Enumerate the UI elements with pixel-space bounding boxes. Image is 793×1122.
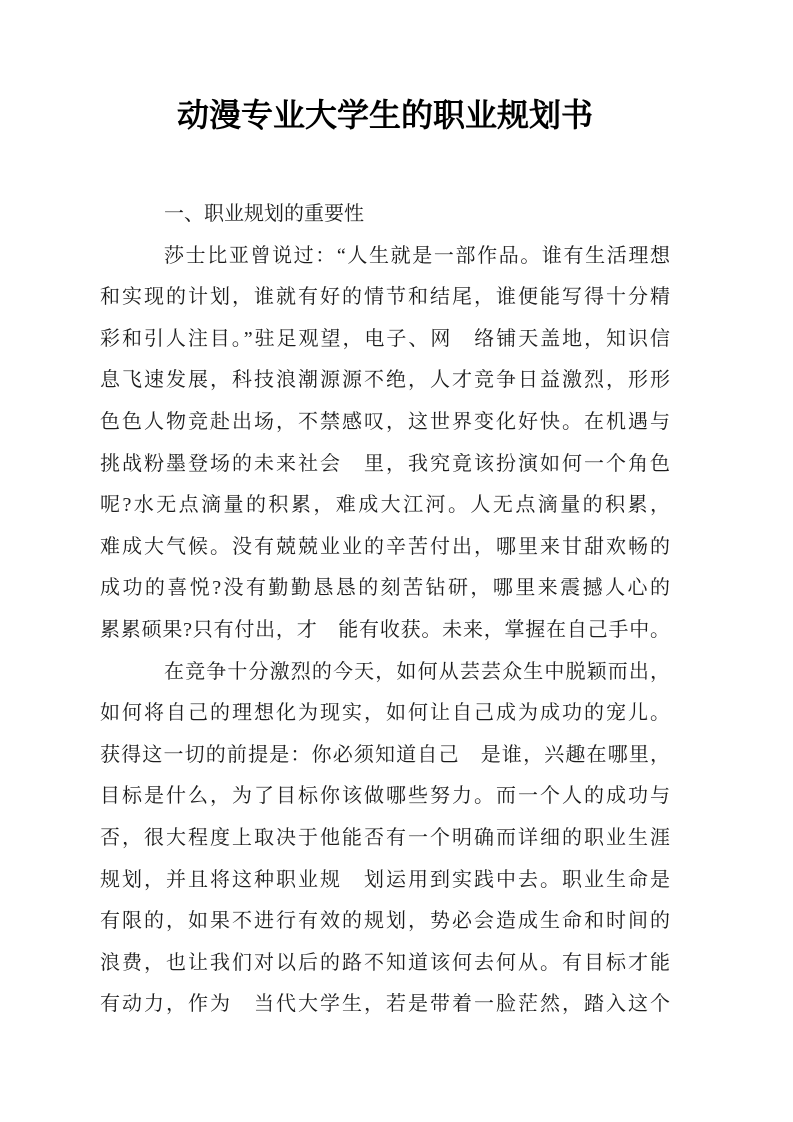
- text-line: 息飞速发展，科技浪潮源源不绝，人才竞争日益激烈，形形: [100, 369, 670, 392]
- text-line: 莎士比亚曾说过：“人生就是一部作品。谁有生活理想: [164, 244, 670, 267]
- text-line: 彩和引人注目。”驻足观望，电子、网 络铺天盖地，知识信: [100, 327, 670, 350]
- text-line: 有限的，如果不进行有效的规划，势必会造成生命和时间的: [100, 910, 670, 933]
- text-line: 呢?水无点滴量的积累，难成大江河。人无点滴量的积累，: [100, 494, 670, 517]
- text-line: 浪费，也让我们对以后的路不知道该何去何从。有目标才能: [100, 951, 670, 974]
- text-line: 有动力，作为 当代大学生，若是带着一脸茫然，踏入这个: [100, 993, 670, 1016]
- paragraphs-container: [100, 236, 670, 1026]
- text-line: 和实现的计划，谁就有好的情节和结尾，谁便能写得十分精: [100, 286, 670, 309]
- text-line: 获得这一切的前提是：你必须知道自己 是谁，兴趣在哪里，: [100, 743, 670, 766]
- text-line: 难成大气候。没有兢兢业业的辛苦付出，哪里来甘甜欢畅的: [100, 535, 670, 558]
- text-line: 规划，并且将这种职业规 划运用到实践中去。职业生命是: [100, 868, 670, 891]
- paragraph: [100, 652, 670, 1026]
- paragraph: [100, 236, 670, 652]
- section-heading: 一、职业规划的重要性: [164, 203, 364, 225]
- text-line: 挑战粉墨登场的未来社会 里，我究竟该扮演如何一个角色: [100, 452, 670, 475]
- document-content: [100, 0, 670, 1026]
- text-line: 在竞争十分激烈的今天，如何从芸芸众生中脱颖而出，: [164, 660, 670, 683]
- text-line: 色色人物竞赴出场，不禁感叹，这世界变化好快。在机遇与: [100, 410, 670, 433]
- text-line: 如何将自己的理想化为现实，如何让自己成为成功的宠儿。: [100, 702, 670, 725]
- text-line: 目标是什么，为了目标你该做哪些努力。而一个人的成功与: [100, 785, 670, 808]
- text-line: 成功的喜悦?没有勤勤恳恳的刻苦钻研，哪里来震撼人心的: [100, 577, 670, 600]
- text-line: 累累硕果?只有付出，才 能有收获。未来，掌握在自己手中。: [100, 618, 670, 641]
- text-line: 否，很大程度上取决于他能否有一个明确而详细的职业生涯: [100, 826, 670, 849]
- document-title: 动漫专业大学生的职业规划书: [176, 97, 593, 133]
